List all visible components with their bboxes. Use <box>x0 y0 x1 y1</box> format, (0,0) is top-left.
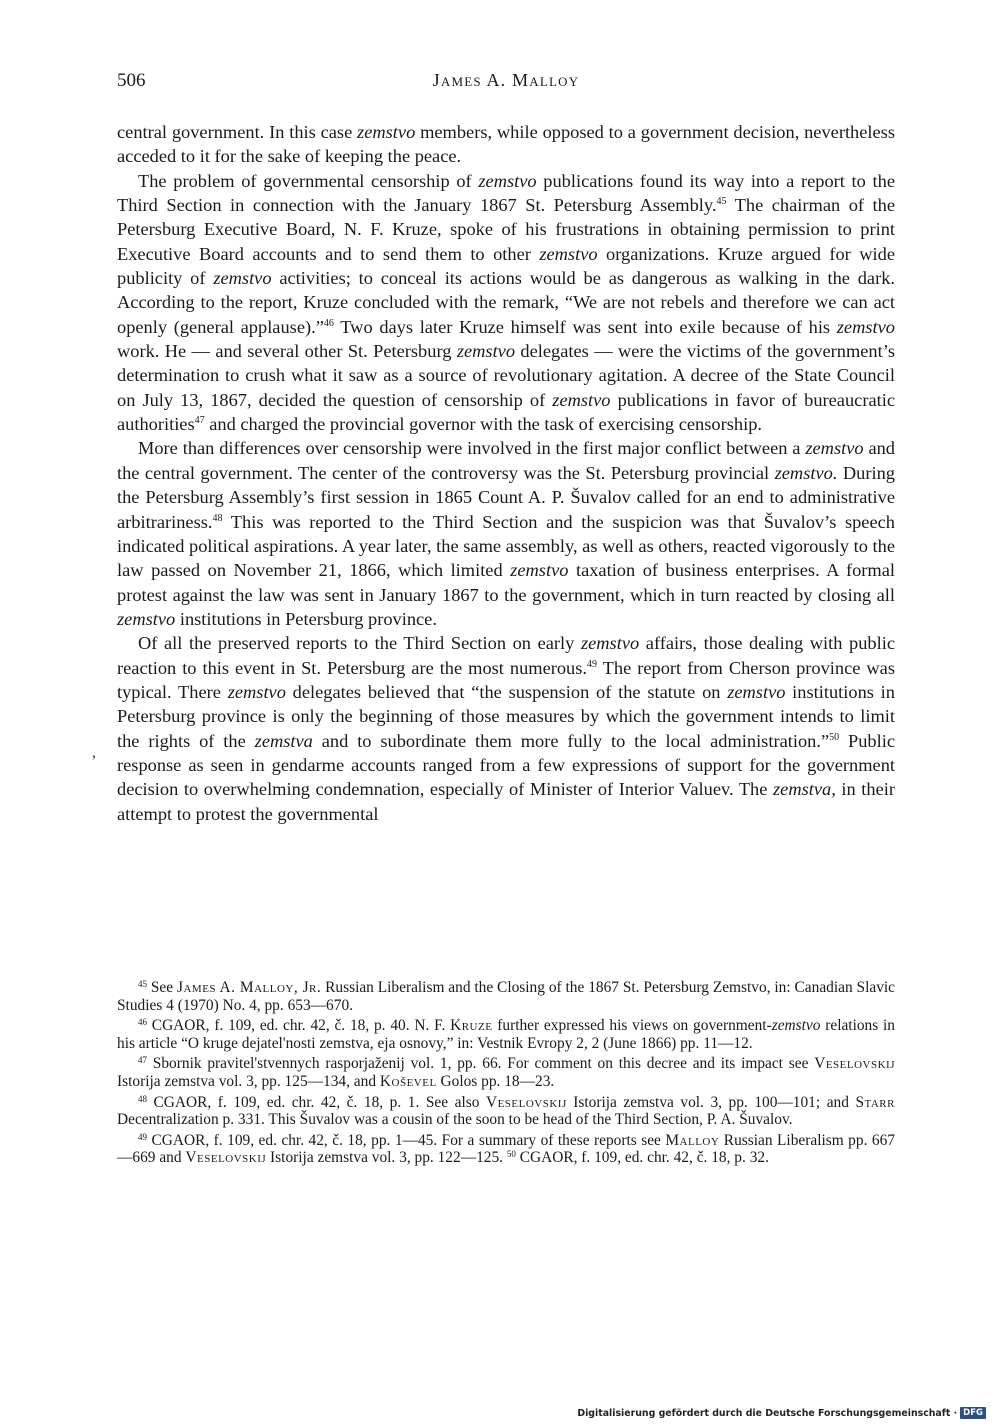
text-run: affairs, those dealing with public reaction to this event in St. Petersburg are the most numerous. <box>117 633 895 678</box>
text-run: members, while opposed to a government decision, nevertheless acceded to it for the sake of keeping the peace. <box>117 122 895 167</box>
margin-mark: , <box>92 744 96 761</box>
dfg-logo-icon: DFG <box>960 1407 986 1419</box>
author-name: Starr <box>855 1093 895 1111</box>
page-number: 506 <box>117 70 146 91</box>
author-name: Veselovskij <box>185 1149 267 1167</box>
running-head: James A. Malloy <box>432 70 580 90</box>
italic-term: zemstvo <box>227 681 286 702</box>
text-run: Russian Liberalism pp. 667—669 and <box>117 1131 895 1167</box>
italic-term: zemstvo <box>836 316 895 337</box>
text-run: Golos pp. 18—23. <box>436 1072 555 1090</box>
text-run: Two days later Kruze himself was sent into exile because of his <box>333 316 837 337</box>
footnote-ref: 50 <box>506 1149 516 1160</box>
author-name: Koševel <box>379 1072 437 1090</box>
author-name: Kruze <box>450 1017 493 1035</box>
text-run: and charged the provincial governor with the task of exercising censorship. <box>204 414 762 435</box>
footnote-ref: 49 <box>138 1131 147 1142</box>
paragraph <box>117 169 895 437</box>
text-run: CGAOR, f. 109, ed. chr. 42, č. 18, pp. 1—45. For a summary of these reports see <box>147 1131 666 1149</box>
footnote-ref: 47 <box>194 415 205 427</box>
text-run: institutions in Petersburg province. <box>175 608 437 629</box>
text-run: During the Petersburg Assembly’s first session in 1865 Count A. P. Šuvalov called for an end to administrative arbitrariness. <box>117 462 895 532</box>
italic-term: zemstvo <box>727 681 786 702</box>
text-run: Sbornik pravitel'stvennych rasporjaženij vol. 1, pp. 66. For comment on this decree and its impact see <box>147 1055 815 1073</box>
footnote-ref: 48 <box>212 512 223 524</box>
italic-term: zemstvo <box>456 341 516 362</box>
footer-text: Digitalisierung gefördert durch die Deutsche Forschungsgemeinschaft · <box>577 1407 958 1419</box>
italic-term: zemstvo. <box>774 462 838 483</box>
footnote <box>117 1055 895 1090</box>
footnote <box>117 979 895 1014</box>
footnote <box>117 1017 895 1052</box>
text-run: work. He — and several other St. Petersburg <box>117 341 457 362</box>
text-run: Istorija zemstva vol. 3, pp. 125—134, and <box>117 1072 380 1090</box>
text-run: See <box>147 979 177 996</box>
italic-term: zemstvo <box>478 170 537 191</box>
italic-term: zemstvo <box>357 122 416 142</box>
text-run: CGAOR, f. 109, ed. chr. 42, č. 18, p. 1. See also <box>147 1093 486 1111</box>
footnote-ref: 45 <box>716 196 727 208</box>
text-run: More than differences over censorship were involved in the first major conflict between a <box>138 438 806 459</box>
body-text <box>117 120 895 826</box>
text-run: Public response as seen in gendarme accounts ranged from a few expressions of support for the government decision to overwhelming condemnation, especially of Minister of Interior Valuev. The <box>117 730 895 800</box>
text-run: further expressed his views on government- <box>492 1017 772 1035</box>
italic-term: zemstva, <box>773 779 836 800</box>
author-name: Veselovskij <box>485 1093 567 1111</box>
text-run: The problem of governmental censorship of <box>138 170 479 191</box>
footnote-ref: 46 <box>323 317 334 329</box>
footnotes <box>117 979 895 1170</box>
italic-term: zemstvo <box>117 608 176 629</box>
text-run: The report from Cherson province was typical. There <box>117 657 895 702</box>
author-name: Malloy <box>665 1131 720 1149</box>
text-run: CGAOR, f. 109, ed. chr. 42, č. 18, p. 32. <box>515 1149 769 1167</box>
footnote <box>117 1132 895 1167</box>
italic-term: zemstvo <box>771 1017 821 1035</box>
text-run: organizations. Kruze argued for wide publicity of <box>117 243 895 289</box>
author-name: Veselovskij <box>814 1055 895 1073</box>
paragraph <box>117 436 895 631</box>
italic-term: zemstva <box>254 730 313 751</box>
page-header <box>117 70 895 96</box>
footnote-ref: 46 <box>138 1017 147 1028</box>
text-run: Istorija zemstva vol. 3, pp. 122—125. <box>266 1149 507 1167</box>
footnote-ref: 47 <box>138 1055 147 1066</box>
text-run: and the central government. The center of the controversy was the St. Petersburg provincial <box>117 438 896 483</box>
italic-term: zemstvo <box>213 268 272 289</box>
text-run: publications found its way into a report to the Third Section in connection with the January 1867 St. Petersburg Assembly. <box>117 170 896 216</box>
paragraph <box>117 631 895 826</box>
text-run: publications in favor of bureaucratic authorities <box>117 389 896 435</box>
text-run: central government. In this case <box>117 122 358 142</box>
footnote-ref: 48 <box>138 1093 147 1104</box>
text-run: and to subordinate them more fully to the local administration.” <box>312 730 830 751</box>
text-run: The chairman of the Petersburg Executive Board, N. F. Kruze, spoke of his frustrations in obtaining permission to print Executive Board accounts and to send them to other <box>117 195 895 264</box>
text-run: This was reported to the Third Section and the suspicion was that Šuvalov’s speech indicated political aspirations. A year later, the same assembly, as well as others, reacted vigorously to the law passed on November 21, 1866, which limited <box>117 511 895 581</box>
text-run: Of all the preserved reports to the Third Section on early <box>138 633 581 654</box>
text-run: CGAOR, f. 109, ed. chr. 42, č. 18, p. 40. N. F. <box>147 1017 451 1035</box>
text-run: Decentralization p. 331. This Šuvalov was a cousin of the soon to be head of the Third Section, P. A. Šuvalov. <box>117 1111 793 1129</box>
footnote-ref: 50 <box>829 731 840 743</box>
author-name: James A. Malloy, Jr. <box>176 979 322 996</box>
italic-term: zemstvo <box>580 633 640 654</box>
text-run: delegates — were the victims of the government’s determination to crush what it saw as a source of revolutionary agitation. A decree of the State Council on July 13, 1867, decided the question of censorship of <box>117 341 895 410</box>
italic-term: zemstvo <box>805 438 864 459</box>
text-run: Istorija zemstva vol. 3, pp. 100—101; and <box>566 1093 856 1111</box>
italic-term: zemstvo <box>552 389 611 410</box>
footnote-ref: 49 <box>587 658 598 670</box>
text-run: relations in his article “O kruge dejatel'nosti zemstva, eja osnovy,” in: Vestnik Evropy 2, 2 (June 1866) pp. 11—12. <box>117 1017 896 1052</box>
italic-term: zemstvo <box>510 560 569 581</box>
paragraph <box>117 120 895 169</box>
text-run: delegates believed that “the suspension of the statute on <box>285 681 728 702</box>
footnote <box>117 1094 895 1129</box>
text-run: Russian Liberalism and the Closing of the 1867 St. Petersburg Zemstvo, in: Canadian Slavic Studies 4 (1970) No. 4, pp. 653—670. <box>117 979 895 1014</box>
footnote-ref: 45 <box>138 979 147 989</box>
text-run: taxation of business enterprises. A formal protest against the law was sent in January 1867 to the government, which in turn reacted by closing all <box>117 560 895 605</box>
text-run: institutions in Petersburg province is only the beginning of those measures by which the government intends to limit the rights of the <box>117 681 895 751</box>
text-run: activities; to conceal its actions would be as dangerous as walking in the dark. According to the report, Kruze concluded with the remark, “We are not rebels and therefore we can act openly (general applause).” <box>117 268 896 337</box>
italic-term: zemstvo <box>539 243 598 264</box>
digitization-footer <box>577 1406 986 1420</box>
text-run: in their attempt to protest the governmental <box>117 779 895 824</box>
